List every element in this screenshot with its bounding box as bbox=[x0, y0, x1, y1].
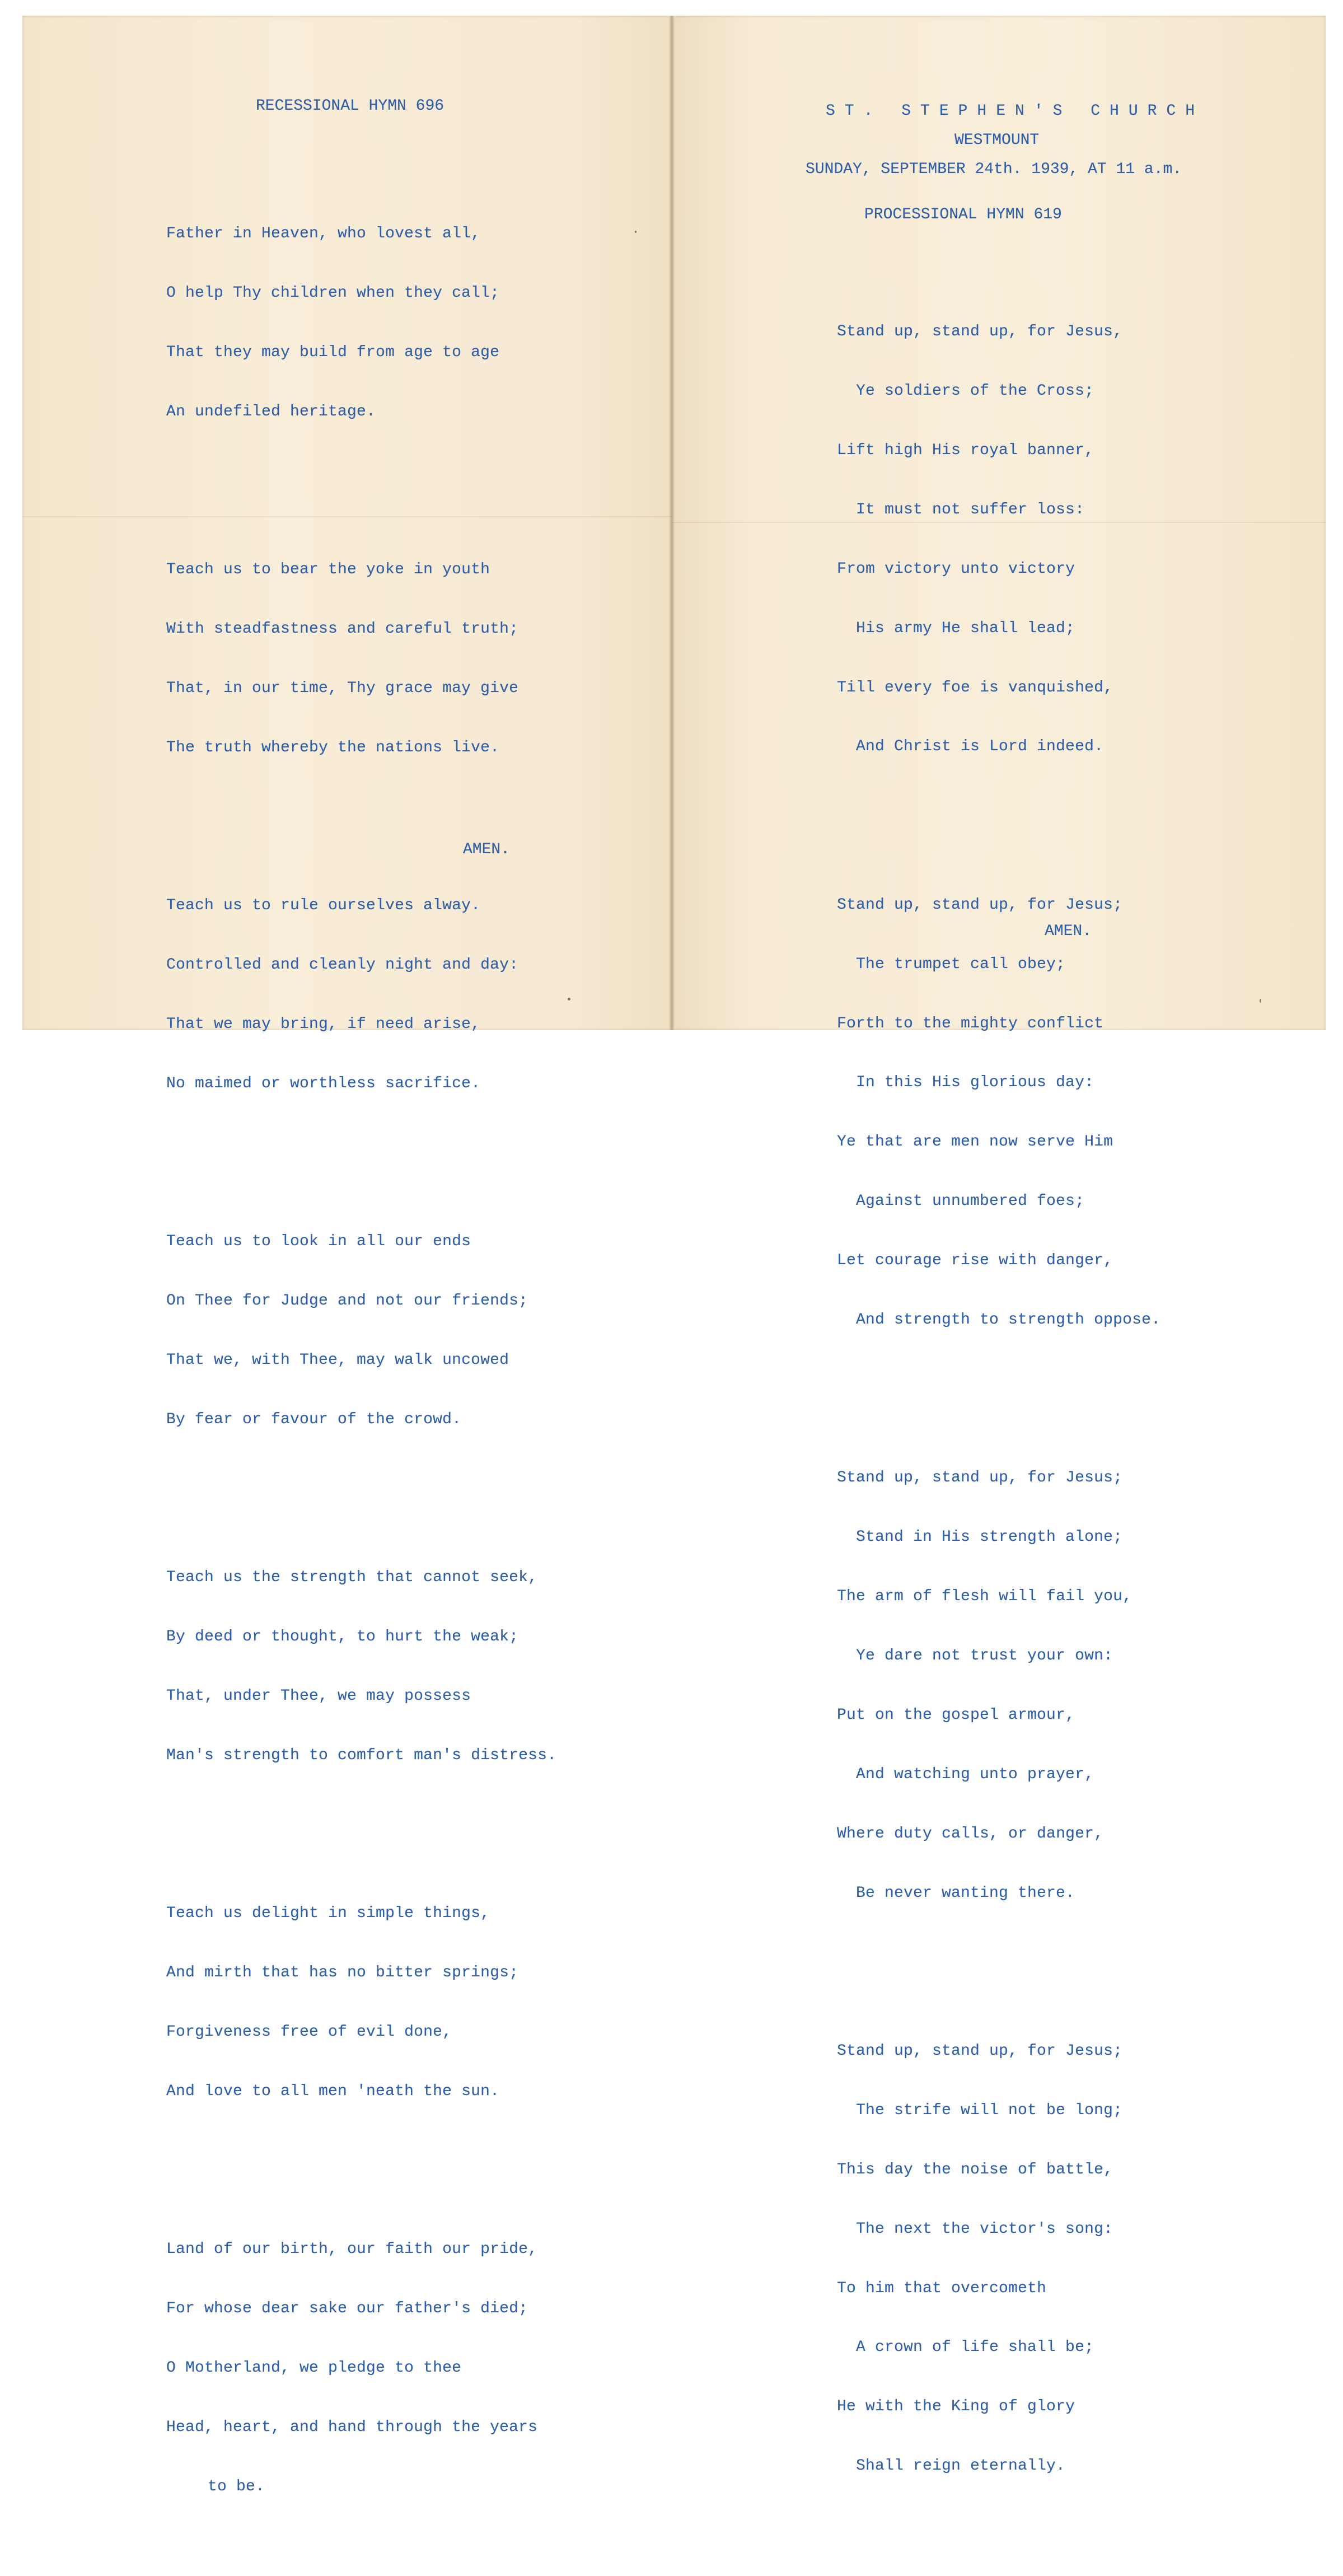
hymn-line: The truth whereby the nations live. bbox=[166, 738, 500, 756]
hymn-line: And love to all men 'neath the sun. bbox=[166, 2083, 500, 2101]
processional-amen: AMEN. bbox=[1045, 923, 1092, 940]
hymn-line: Till every foe is vanquished, bbox=[837, 679, 1113, 696]
hymn-line: Stand up, stand up, for Jesus; bbox=[837, 2042, 1123, 2060]
hymn-line: That we, with Thee, may walk uncowed bbox=[166, 1352, 509, 1369]
hymn-line: An undefiled heritage. bbox=[166, 403, 376, 420]
hymn-line: Shall reign eternally. bbox=[856, 2457, 1066, 2475]
hymn-line: In this His glorious day: bbox=[856, 1074, 1094, 1092]
hymn-line: Forth to the mighty conflict bbox=[837, 1014, 1104, 1032]
paper-speck bbox=[1260, 999, 1261, 1003]
hymn-line: On Thee for Judge and not our friends; bbox=[166, 1292, 528, 1310]
recessional-amen: AMEN. bbox=[463, 841, 511, 858]
church-name: ST. STEPHEN'S CHURCH bbox=[826, 102, 1205, 120]
hymn-line: Ye that are men now serve Him bbox=[837, 1133, 1113, 1151]
hymn-line: A crown of life shall be; bbox=[856, 2339, 1094, 2357]
hymn-line: To him that overcometh bbox=[837, 2279, 1047, 2297]
hymn-line: The trumpet call obey; bbox=[856, 955, 1066, 973]
hymn-line: And Christ is Lord indeed. bbox=[856, 738, 1104, 756]
paper-speck bbox=[635, 231, 637, 233]
hymn-line: Controlled and cleanly night and day: bbox=[166, 956, 519, 974]
hymn-line: The strife will not be long; bbox=[856, 2101, 1123, 2119]
hymn-line: O help Thy children when they call; bbox=[166, 284, 500, 302]
hymn-line: Man's strength to comfort man's distress. bbox=[166, 1747, 557, 1765]
hymn-stanza bbox=[166, 2200, 556, 2536]
hymn-line: The arm of flesh will fail you, bbox=[837, 1588, 1133, 1606]
hymn-line: By deed or thought, to hurt the weak; bbox=[166, 1628, 519, 1646]
hymn-line: Land of our birth, our faith our pride, bbox=[166, 2241, 538, 2259]
hymn-line: That they may build from age to age bbox=[166, 343, 500, 361]
hymn-line: O Motherland, we pledge to thee bbox=[166, 2359, 462, 2377]
hymn-line: Ye soldiers of the Cross; bbox=[856, 382, 1094, 400]
paper-speck bbox=[568, 998, 570, 1001]
hymn-line: Put on the gospel armour, bbox=[837, 1706, 1075, 1724]
hymn-line: Teach us to rule ourselves alway. bbox=[166, 897, 481, 915]
hymn-stanza bbox=[837, 2002, 1160, 2516]
hymn-stanza bbox=[166, 185, 556, 461]
hymn-line: That, in our time, Thy grace may give bbox=[166, 680, 519, 698]
hymn-line: With steadfastness and careful truth; bbox=[166, 620, 519, 638]
processional-hymn-title: PROCESSIONAL HYMN 619 bbox=[864, 206, 1062, 223]
hymn-stanza bbox=[166, 1864, 556, 2141]
hymn-line: He with the King of glory bbox=[837, 2398, 1075, 2416]
hymn-line: Teach us to look in all our ends bbox=[166, 1233, 471, 1251]
hymn-stanza bbox=[837, 283, 1160, 797]
hymn-line: Forgiveness free of evil done, bbox=[166, 2023, 452, 2041]
hymn-line: Ye dare not trust your own: bbox=[856, 1647, 1113, 1665]
hymn-stanza bbox=[166, 1193, 556, 1469]
hymn-stanza bbox=[166, 1528, 556, 1805]
processional-hymn-text bbox=[837, 243, 1160, 2555]
hymn-line: Stand in His strength alone; bbox=[856, 1528, 1123, 1546]
hymn-line: The next the victor's song: bbox=[856, 2220, 1113, 2238]
hymn-line: Be never wanting there. bbox=[856, 1884, 1075, 1902]
hymn-line: And mirth that has no bitter springs; bbox=[166, 1964, 519, 1982]
hymn-line: Stand up, stand up, for Jesus; bbox=[837, 896, 1123, 914]
hymn-stanza bbox=[837, 1429, 1160, 1943]
hymn-line: And strength to strength oppose. bbox=[856, 1311, 1161, 1329]
hymn-line: Where duty calls, or danger, bbox=[837, 1825, 1104, 1843]
hymn-line: This day the noise of battle, bbox=[837, 2161, 1113, 2178]
hymn-stanza bbox=[166, 857, 556, 1133]
service-date: SUNDAY, SEPTEMBER 24th. 1939, AT 11 a.m. bbox=[806, 161, 1182, 178]
hymn-line: By fear or favour of the crowd. bbox=[166, 1411, 462, 1428]
hymn-line: Teach us the strength that cannot seek, bbox=[166, 1569, 538, 1587]
hymn-line: Teach us to bear the yoke in youth bbox=[166, 561, 490, 579]
recessional-hymn-text bbox=[166, 145, 556, 2576]
hymn-line: Teach us delight in simple things, bbox=[166, 1905, 490, 1923]
hymn-stanza bbox=[166, 521, 556, 797]
hymn-line: That, under Thee, we may possess bbox=[166, 1687, 471, 1705]
hymn-line: His army He shall lead; bbox=[856, 619, 1075, 637]
church-location: WESTMOUNT bbox=[954, 132, 1040, 149]
hymn-line: Stand up, stand up, for Jesus; bbox=[837, 1469, 1123, 1487]
hymn-line: Stand up, stand up, for Jesus, bbox=[837, 323, 1123, 341]
center-fold bbox=[670, 16, 674, 1030]
hymn-line: For whose dear sake our father's died; bbox=[166, 2300, 528, 2318]
hymn-line: It must not suffer loss: bbox=[856, 501, 1085, 518]
hymn-line: That we may bring, if need arise, bbox=[166, 1016, 481, 1034]
hymn-line: Lift high His royal banner, bbox=[837, 441, 1094, 459]
hymn-line: Head, heart, and hand through the years bbox=[166, 2419, 538, 2437]
hymn-line: Let courage rise with danger, bbox=[837, 1252, 1113, 1270]
hymn-line: Father in Heaven, who lovest all, bbox=[166, 225, 481, 243]
hymn-line: From victory unto victory bbox=[837, 560, 1075, 578]
hymn-line-continuation: to be. bbox=[208, 2478, 265, 2496]
hymn-line: And watching unto prayer, bbox=[856, 1765, 1094, 1783]
hymn-line: Against unnumbered foes; bbox=[856, 1193, 1085, 1210]
hymn-stanza bbox=[837, 855, 1160, 1369]
recessional-hymn-title: RECESSIONAL HYMN 696 bbox=[256, 97, 444, 115]
hymn-line: No maimed or worthless sacrifice. bbox=[166, 1074, 481, 1092]
